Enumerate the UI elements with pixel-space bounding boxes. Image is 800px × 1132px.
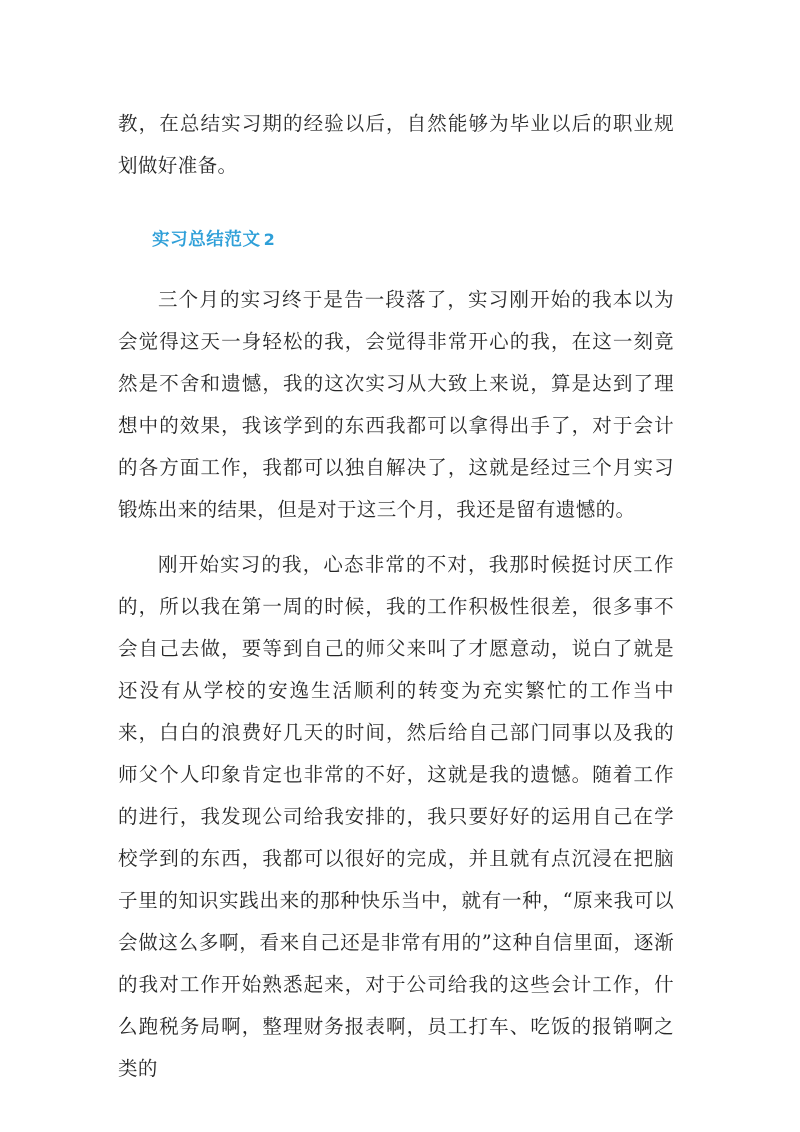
document-body (118, 103, 674, 1090)
paragraph-continued: 教，在总结实习期的经验以后，自然能够为毕业以后的职业规划做好准备。 (118, 112, 674, 177)
section-heading (118, 219, 674, 261)
spacer (118, 187, 674, 193)
paragraph-1: 三个月的实习终于是告一段落了，实习刚开始的我本以为会觉得这天一身轻松的我，会觉得非常开心的我，在这一刻竟然是不舍和遗憾，我的这次实习从大致上来说，算是达到了理想中的效果，我该学到的东西我都可以拿得出手了，对于会计的各方面工作，我都可以独自解决了，这就是经过三个月实习锻炼出来的结果，但是对于这三个月，我还是留有遗憾的。 (118, 288, 674, 521)
section-heading-text: 实习总结范文 (152, 230, 261, 250)
paragraph-2: 刚开始实习的我，心态非常的不对，我那时候挺讨厌工作的，所以我在第一周的时候，我的工作积极性很差，很多事不会自己去做，要等到自己的师父来叫了才愿意动，说白了就是还没有从学校的安逸生活顺利的转变为充实繁忙的工作当中来，白白的浪费好几天的时间，然后给自己部门同事以及我的师父个人印象肯定也非常的不好，这就是我的遗憾。随着工作的进行，我发现公司给我安排的，我只要好好的运用自己在学校学到的东西，我都可以很好的完成，并且就有点沉浸在把脑子里的知识实践出来的那种快乐当中，就有一种，“原来我可以会做这么多啊，看来自己还是非常有用的”这种自信里面，逐渐的我对工作开始熟悉起来，对于公司给我的这些会计工作，什么跑税务局啊，整理财务报表啊，员工打车、吃饭的报销啊之类的 (118, 553, 674, 1080)
section-heading-number: 2 (263, 230, 276, 249)
